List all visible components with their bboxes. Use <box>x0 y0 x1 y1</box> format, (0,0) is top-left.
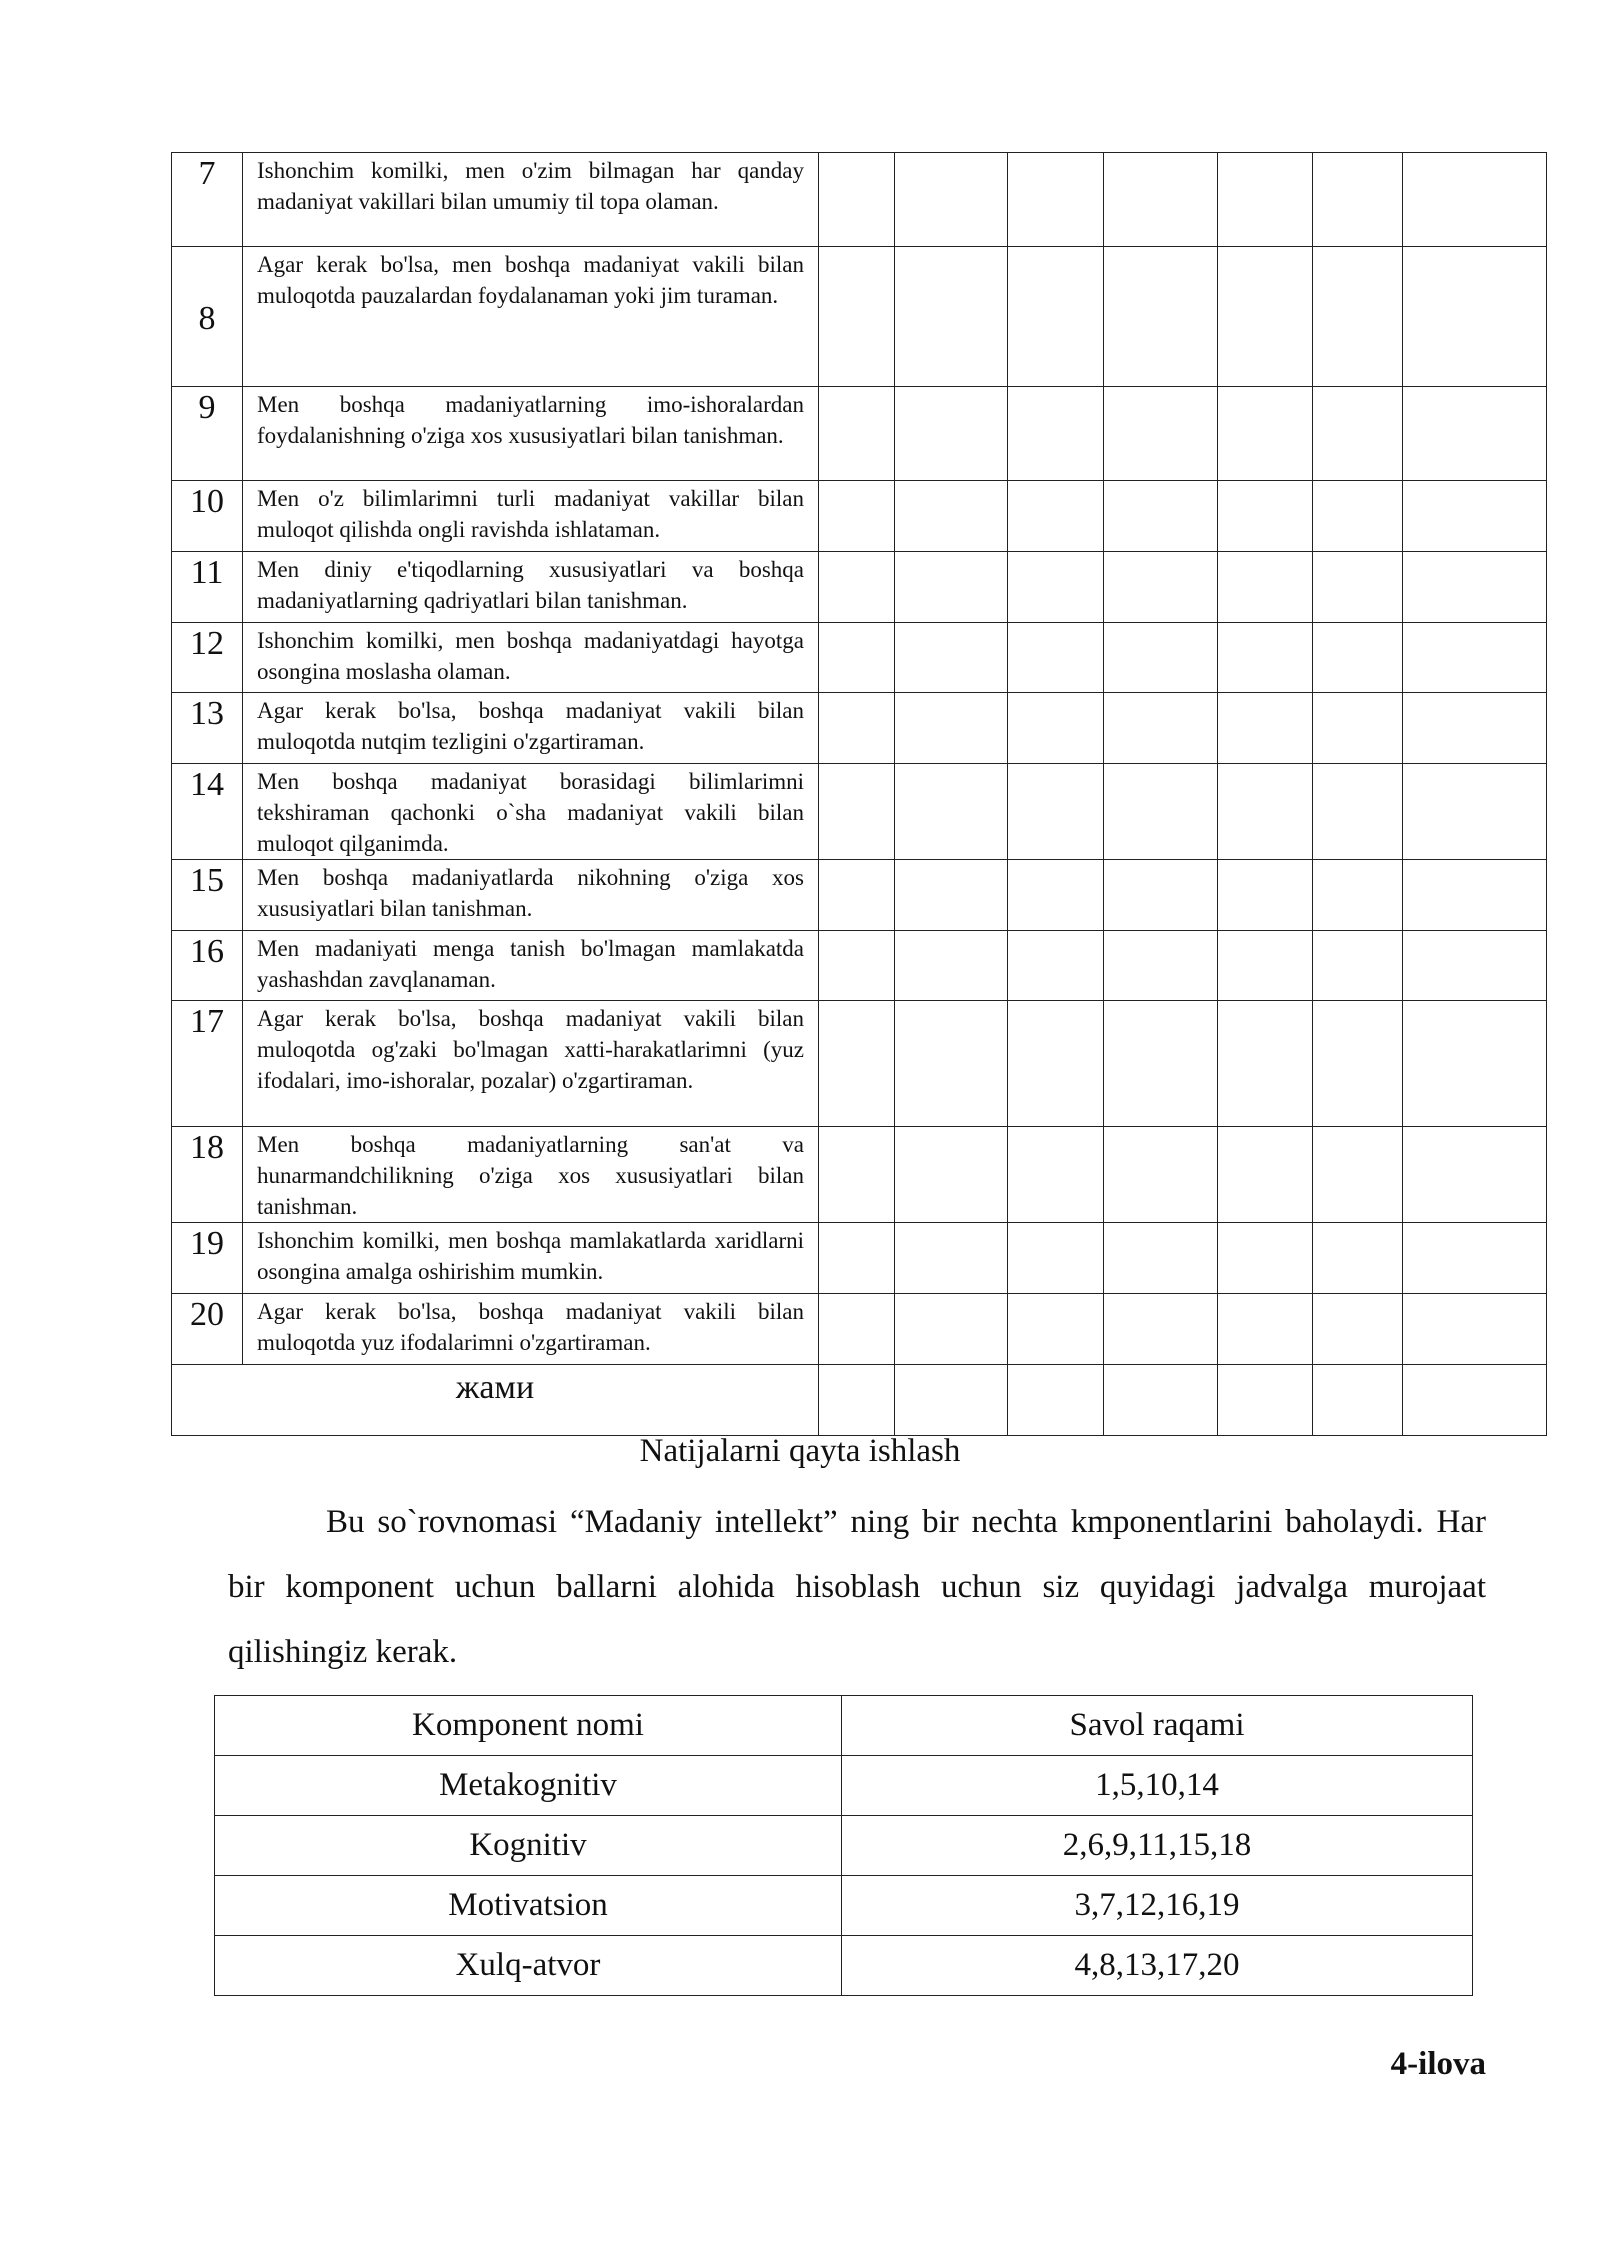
answer-cell <box>1313 481 1403 552</box>
answer-cell <box>895 247 1008 387</box>
question-number: 12 <box>172 623 243 693</box>
question-number: 20 <box>172 1294 243 1365</box>
question-text: Agar kerak bo'lsa, boshqa madaniyat vakili bilan muloqotda yuz ifodalarimni o'zgartiraman. <box>243 1294 819 1365</box>
table-row <box>172 860 1547 931</box>
component-row <box>215 1756 1473 1816</box>
answer-cell <box>1403 1294 1547 1365</box>
question-text: Men boshqa madaniyat borasidagi bilimlarimni tekshiraman qachonki o`sha madaniyat vakili bilan muloqot qilganimda. <box>243 764 819 860</box>
answer-cell <box>1104 860 1218 931</box>
table-row <box>172 1001 1547 1127</box>
table-row <box>172 623 1547 693</box>
answer-cell <box>1313 1001 1403 1127</box>
answer-cell <box>1218 693 1313 764</box>
question-number: 10 <box>172 481 243 552</box>
answer-cell <box>1403 1223 1547 1294</box>
answer-cell <box>1403 552 1547 623</box>
answer-cell <box>1104 247 1218 387</box>
answer-cell <box>819 481 895 552</box>
question-text: Men madaniyati menga tanish bo'lmagan mamlakatda yashashdan zavqlanaman. <box>243 931 819 1001</box>
table-row <box>172 1294 1547 1365</box>
answer-cell <box>895 1223 1008 1294</box>
answer-cell <box>1008 153 1104 247</box>
total-cell <box>1313 1365 1403 1436</box>
answer-cell <box>1218 1127 1313 1223</box>
question-numbers: 4,8,13,17,20 <box>842 1936 1473 1996</box>
answer-cell <box>1008 764 1104 860</box>
question-numbers: 3,7,12,16,19 <box>842 1876 1473 1936</box>
answer-cell <box>895 931 1008 1001</box>
answer-cell <box>1008 693 1104 764</box>
total-cell <box>1403 1365 1547 1436</box>
question-text: Men boshqa madaniyatlarda nikohning o'ziga xos xususiyatlari bilan tanishman. <box>243 860 819 931</box>
component-row <box>215 1816 1473 1876</box>
answer-cell <box>1104 1294 1218 1365</box>
question-text: Men boshqa madaniyatlarning imo-ishoralardan foydalanishning o'ziga xos xususiyatlari bilan tanishman. <box>243 387 819 481</box>
answer-cell <box>1008 1001 1104 1127</box>
answer-cell <box>1313 764 1403 860</box>
table-row <box>172 247 1547 387</box>
question-text: Ishonchim komilki, men boshqa madaniyatdagi hayotga osongina moslasha olaman. <box>243 623 819 693</box>
answer-cell <box>1403 481 1547 552</box>
question-text: Men boshqa madaniyatlarning san'at va hunarmandchilikning o'ziga xos xususiyatlari bilan tanishman. <box>243 1127 819 1223</box>
appendix-label: 4-ilova <box>1390 2046 1486 2082</box>
answer-cell <box>895 764 1008 860</box>
component-name: Metakognitiv <box>215 1756 842 1816</box>
answer-cell <box>1313 1223 1403 1294</box>
table-row <box>172 931 1547 1001</box>
answer-cell <box>895 1127 1008 1223</box>
answer-cell <box>895 860 1008 931</box>
answer-cell <box>819 552 895 623</box>
answer-cell <box>1403 931 1547 1001</box>
answer-cell <box>1313 931 1403 1001</box>
answer-cell <box>1008 481 1104 552</box>
answer-cell <box>895 552 1008 623</box>
answer-cell <box>1403 860 1547 931</box>
answer-cell <box>1218 1223 1313 1294</box>
table-row <box>172 387 1547 481</box>
answer-cell <box>1104 481 1218 552</box>
question-text: Agar kerak bo'lsa, men boshqa madaniyat vakili bilan muloqotda pauzalardan foydalanaman yoki jim turaman. <box>243 247 819 387</box>
answer-cell <box>819 247 895 387</box>
answer-cell <box>1218 552 1313 623</box>
question-text: Men diniy e'tiqodlarning xususiyatlari va boshqa madaniyatlarning qadriyatlari bilan tanishman. <box>243 552 819 623</box>
component-row <box>215 1876 1473 1936</box>
component-name: Xulq-atvor <box>215 1936 842 1996</box>
answer-cell <box>1218 623 1313 693</box>
table-row <box>172 481 1547 552</box>
answer-cell <box>1008 1223 1104 1294</box>
answer-cell <box>819 1294 895 1365</box>
answer-cell <box>1218 153 1313 247</box>
answer-cell <box>1218 247 1313 387</box>
answer-cell <box>1104 623 1218 693</box>
answer-cell <box>895 693 1008 764</box>
answer-cell <box>1008 931 1104 1001</box>
answer-cell <box>1218 764 1313 860</box>
question-number: 11 <box>172 552 243 623</box>
answer-cell <box>895 623 1008 693</box>
question-text: Agar kerak bo'lsa, boshqa madaniyat vakili bilan muloqotda nutqim tezligini o'zgartiraman. <box>243 693 819 764</box>
answer-cell <box>1313 153 1403 247</box>
answer-cell <box>819 1001 895 1127</box>
total-cell <box>1008 1365 1104 1436</box>
answer-cell <box>1313 623 1403 693</box>
question-number: 15 <box>172 860 243 931</box>
answer-cell <box>819 153 895 247</box>
question-text: Men o'z bilimlarimni turli madaniyat vakillar bilan muloqot qilishda ongli ravishda ishlataman. <box>243 481 819 552</box>
question-number: 8 <box>172 247 243 387</box>
question-text: Ishonchim komilki, men o'zim bilmagan har qanday madaniyat vakillari bilan umumiy til topa olaman. <box>243 153 819 247</box>
answer-cell <box>1104 387 1218 481</box>
question-number: 18 <box>172 1127 243 1223</box>
answer-cell <box>1218 387 1313 481</box>
answer-cell <box>1313 1294 1403 1365</box>
answer-cell <box>1008 1127 1104 1223</box>
question-numbers: 2,6,9,11,15,18 <box>842 1816 1473 1876</box>
component-name: Kognitiv <box>215 1816 842 1876</box>
question-text: Ishonchim komilki, men boshqa mamlakatlarda xaridlarni osongina amalga oshirishim mumkin. <box>243 1223 819 1294</box>
answer-cell <box>1403 693 1547 764</box>
section-heading: Natijalarni qayta ishlash <box>639 1433 961 1469</box>
answer-cell <box>1313 247 1403 387</box>
answer-cell <box>895 1294 1008 1365</box>
table-row <box>172 552 1547 623</box>
total-cell <box>895 1365 1008 1436</box>
answer-cell <box>819 1127 895 1223</box>
answer-cell <box>1104 552 1218 623</box>
component-row <box>215 1936 1473 1996</box>
total-cell <box>819 1365 895 1436</box>
answer-cell <box>819 693 895 764</box>
answer-cell <box>1104 1223 1218 1294</box>
components-header-row <box>215 1696 1473 1756</box>
table-row <box>172 764 1547 860</box>
answer-cell <box>1008 1294 1104 1365</box>
answer-cell <box>895 481 1008 552</box>
answer-cell <box>1104 153 1218 247</box>
answer-cell <box>1403 764 1547 860</box>
answer-cell <box>1403 1127 1547 1223</box>
total-label: жами <box>172 1365 819 1436</box>
answer-cell <box>1008 387 1104 481</box>
answer-cell <box>1218 1001 1313 1127</box>
components-table <box>214 1695 1473 1996</box>
total-row <box>172 1365 1547 1436</box>
answer-cell <box>1403 247 1547 387</box>
question-number: 16 <box>172 931 243 1001</box>
total-cell <box>1104 1365 1218 1436</box>
answer-cell <box>1104 1001 1218 1127</box>
table-row <box>172 693 1547 764</box>
answer-cell <box>819 764 895 860</box>
answer-cell <box>1218 860 1313 931</box>
question-number: 19 <box>172 1223 243 1294</box>
answer-cell <box>1313 693 1403 764</box>
answer-cell <box>1313 552 1403 623</box>
question-number: 7 <box>172 153 243 247</box>
question-number: 9 <box>172 387 243 481</box>
answer-cell <box>1403 623 1547 693</box>
answer-cell <box>1104 764 1218 860</box>
question-numbers: 1,5,10,14 <box>842 1756 1473 1816</box>
table-row <box>172 153 1547 247</box>
answer-cell <box>819 1223 895 1294</box>
survey-table <box>171 152 1547 1436</box>
answer-cell <box>819 387 895 481</box>
column-header-questions: Savol raqami <box>842 1696 1473 1756</box>
answer-cell <box>819 931 895 1001</box>
question-text: Agar kerak bo'lsa, boshqa madaniyat vakili bilan muloqotda og'zaki bo'lmagan xatti-harakatlarimni (yuz ifodalari, imo-ishoralar, pozalar) o'zgartiraman. <box>243 1001 819 1127</box>
answer-cell <box>1104 931 1218 1001</box>
column-header-component: Komponent nomi <box>215 1696 842 1756</box>
answer-cell <box>895 153 1008 247</box>
answer-cell <box>1008 552 1104 623</box>
answer-cell <box>819 860 895 931</box>
answer-cell <box>1313 860 1403 931</box>
table-row <box>172 1223 1547 1294</box>
answer-cell <box>1008 247 1104 387</box>
question-number: 17 <box>172 1001 243 1127</box>
answer-cell <box>1008 860 1104 931</box>
component-name: Motivatsion <box>215 1876 842 1936</box>
answer-cell <box>819 623 895 693</box>
answer-cell <box>1104 1127 1218 1223</box>
answer-cell <box>1104 693 1218 764</box>
answer-cell <box>1313 1127 1403 1223</box>
answer-cell <box>895 387 1008 481</box>
answer-cell <box>1218 481 1313 552</box>
answer-cell <box>1008 623 1104 693</box>
table-row <box>172 1127 1547 1223</box>
answer-cell <box>1403 387 1547 481</box>
answer-cell <box>1313 387 1403 481</box>
question-number: 14 <box>172 764 243 860</box>
answer-cell <box>1218 931 1313 1001</box>
answer-cell <box>1218 1294 1313 1365</box>
total-cell <box>1218 1365 1313 1436</box>
answer-cell <box>1403 153 1547 247</box>
intro-paragraph: Bu so`rovnomasi “Madaniy intellekt” ning bir nechta kmponentlarini baholaydi. Har bir komponent uchun ballarni alohida hisoblash uchun siz quyidagi jadvalga murojaat qilishingiz kerak. <box>228 1504 1486 1670</box>
answer-cell <box>1403 1001 1547 1127</box>
answer-cell <box>895 1001 1008 1127</box>
question-number: 13 <box>172 693 243 764</box>
